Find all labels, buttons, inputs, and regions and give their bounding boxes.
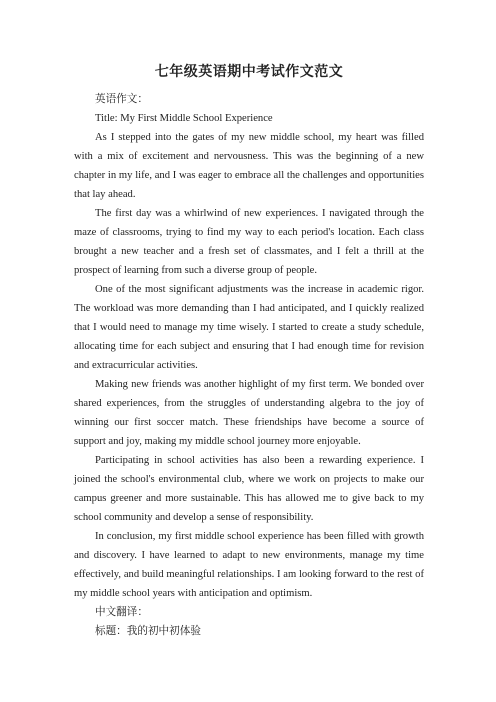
essay-paragraph-1: As I stepped into the gates of my new middle school, my heart was filled with a mix of excitement and nervousness. This was the beginning of a new chapter in my life, and I was eager to embrace all the challenges and opportunities that lay ahead. — [74, 132, 424, 200]
document-title: 七年级英语期中考试作文范文 — [154, 64, 344, 80]
essay-title: Title: My First Middle School Experience — [95, 113, 273, 124]
essay-paragraph-3: One of the most significant adjustments was the increase in academic rigor. The workload was more demanding than I had anticipated, and I quickly realized that I would need to manage my time wisely. I started to create a study schedule, allocating time for each subject and ensuring that I had enough time for revision and extracurricular activities. — [74, 284, 424, 371]
essay-paragraph-4: Making new friends was another highlight of my first term. We bonded over shared experiences, from the struggles of understanding algebra to the joy of winning our first soccer match. These friendships have become a source of support and joy, making my middle school journey more enjoyable. — [74, 379, 424, 447]
chinese-title: 标题：我的初中初体验 — [95, 626, 201, 637]
essay-paragraph-5: Participating in school activities has also been a rewarding experience. I joined the school's environmental club, where we work on projects to make our campus greener and more sustainable. This has allowed me to give back to my school community and develop a sense of responsibility. — [74, 455, 424, 523]
chinese-translation-label: 中文翻译： — [95, 607, 148, 618]
essay-paragraph-6: In conclusion, my first middle school experience has been filled with growth and discovery. I have learned to adapt to new environments, manage my time effectively, and build meaningful relationships. I am looking forward to the rest of my middle school years with anticipation and optimism. — [74, 531, 424, 599]
english-essay-label: 英语作文： — [95, 94, 148, 105]
essay-paragraph-2: The first day was a whirlwind of new experiences. I navigated through the maze of classrooms, trying to find my way to each period's location. Each class brought a new teacher and a fresh set of classmates, and I felt a thrill at the prospect of learning from such a diverse group of people. — [74, 208, 424, 276]
